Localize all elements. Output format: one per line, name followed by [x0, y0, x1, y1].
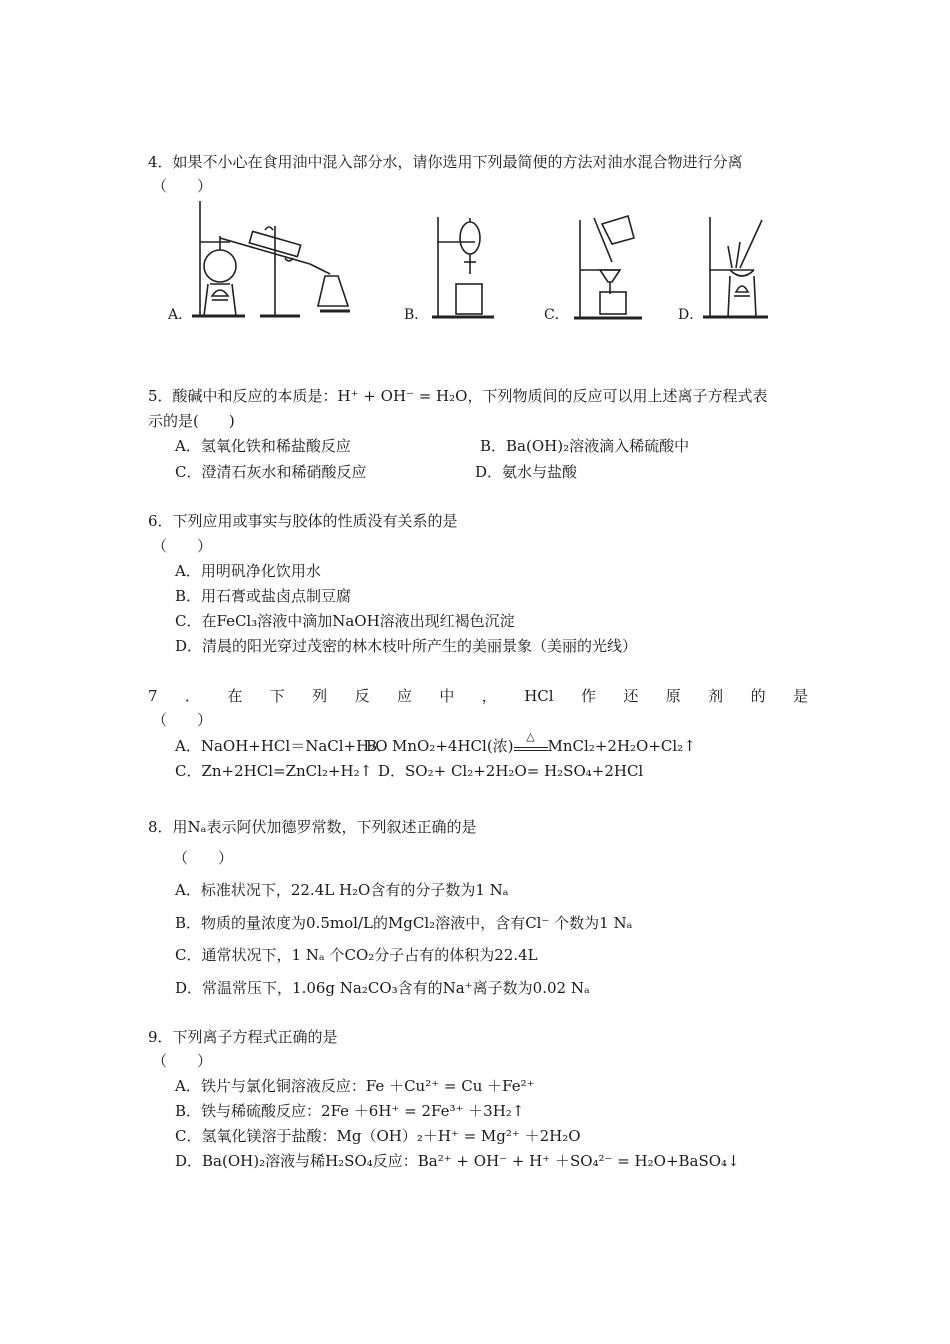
q8-option-c: C．通常状况下，1 Nₐ 个CO₂分子占有的体积为22.4L: [175, 946, 538, 964]
evaporation-apparatus-image: [700, 212, 775, 322]
distillation-apparatus-image: [190, 196, 360, 324]
q7-stem-part: 是: [792, 687, 808, 705]
q7-option-b: [366, 730, 696, 756]
q8-option-d: D．常温常压下，1.06g Na₂CO₃含有的Na⁺离子数为0.02 Nₐ: [175, 979, 590, 997]
q4-option-c-label: C．: [544, 307, 569, 323]
q7-stem-part: 剂: [708, 687, 724, 705]
q7-stem-part: 还: [623, 687, 639, 705]
q9-option-a: A．铁片与氯化铜溶液反应：Fe ＋Cu²⁺ = Cu ＋Fe²⁺: [175, 1077, 535, 1095]
q7-stem: [148, 686, 808, 706]
q7-stem-part: 列: [312, 687, 328, 705]
q7-stem-part: 的: [750, 687, 766, 705]
q7-stem-part: HCl: [524, 687, 554, 705]
q4-paren: （ ）: [152, 177, 213, 195]
q4-option-a-label: A．: [168, 307, 193, 323]
q6-option-d: D．清晨的阳光穿过茂密的林木枝叶所产生的美丽景象（美丽的光线）: [175, 637, 638, 655]
q5-stem-line2: 示的是( ): [148, 412, 235, 430]
q7-stem-part: 反: [354, 687, 370, 705]
q9-paren: （ ）: [152, 1052, 213, 1070]
q7-option-d: D．SO₂+ Cl₂+2H₂O= H₂SO₄+2HCl: [378, 762, 644, 780]
q6-paren: （ ）: [152, 537, 213, 555]
q5-option-a: A．氢氧化铁和稀盐酸反应: [175, 437, 351, 455]
q7-stem-part: 7: [148, 687, 158, 705]
q4-option-b-label: B．: [404, 307, 429, 323]
q8-paren: （ ）: [173, 849, 234, 867]
q7-stem-part: 原: [665, 687, 681, 705]
q8-stem: 8．用Nₐ表示阿伏加德罗常数，下列叙述正确的是: [148, 818, 477, 836]
q9-option-c: C．氢氧化镁溶于盐酸：Mg（OH）₂＋H⁺ = Mg²⁺ ＋2H₂O: [175, 1127, 581, 1145]
q6-stem: 6．下列应用或事实与胶体的性质没有关系的是: [148, 512, 458, 530]
heat-symbol: △: [526, 730, 535, 743]
q7-stem-part: 作: [580, 687, 596, 705]
q8-option-a: A．标准状况下，22.4L H₂O含有的分子数为1 Nₐ: [175, 881, 509, 899]
q7-paren: （ ）: [152, 711, 213, 729]
q5-option-b: B．Ba(OH)₂溶液滴入稀硫酸中: [480, 437, 690, 455]
q7-option-b-products: MnCl₂+2H₂O+Cl₂↑: [547, 737, 696, 755]
separatory-funnel-image: [430, 212, 500, 322]
q7-stem-part: ．: [184, 687, 200, 705]
q7-stem-part: 下: [269, 687, 285, 705]
q9-option-b: B．铁与稀硫酸反应：2Fe ＋6H⁺ = 2Fe³⁺ ＋3H₂↑: [175, 1102, 525, 1120]
q5-stem-line1: 5．酸碱中和反应的本质是：H⁺ + OH⁻ = H₂O，下列物质间的反应可以用上述离子方程式表: [148, 387, 768, 405]
q8-option-b: B．物质的量浓度为0.5mol/L的MgCl₂溶液中，含有Cl⁻ 个数为1 Nₐ: [175, 914, 633, 932]
q9-option-d: D．Ba(OH)₂溶液与稀H₂SO₄反应：Ba²⁺ + OH⁻ + H⁺ ＋SO₄²⁻ = H₂O+BaSO₄↓: [175, 1152, 740, 1170]
q7-option-a: A．NaOH+HCl＝NaCl+H₂O: [175, 737, 388, 755]
equals-bar: [514, 747, 548, 751]
q6-option-a: A．用明矾净化饮用水: [175, 562, 321, 580]
q6-option-c: C．在FeCl₃溶液中滴加NaOH溶液出现红褐色沉淀: [175, 612, 515, 630]
q5-option-d: D．氨水与盐酸: [475, 463, 578, 481]
q5-option-c: C．澄清石灰水和稀硝酸反应: [175, 463, 367, 481]
q7-option-c: C．Zn+2HCl=ZnCl₂+H₂↑: [175, 762, 373, 780]
q7-stem-part: 在: [227, 687, 243, 705]
q9-stem: 9．下列离子方程式正确的是: [148, 1028, 338, 1046]
q7-stem-part: 中: [439, 687, 455, 705]
q4-stem: 4．如果不小心在食用油中混入部分水，请你选用下列最简便的方法对油水混合物进行分离: [148, 153, 743, 171]
q7-stem-part: ，: [481, 687, 497, 705]
filtration-apparatus-image: [572, 210, 647, 322]
reaction-condition-arrow: [514, 730, 548, 751]
q4-option-d-label: D．: [678, 307, 704, 323]
q7-option-b-reactants: B．MnO₂+4HCl(浓): [366, 737, 514, 755]
q7-stem-part: 应: [396, 687, 412, 705]
q6-option-b: B．用石膏或盐卤点制豆腐: [175, 587, 352, 605]
